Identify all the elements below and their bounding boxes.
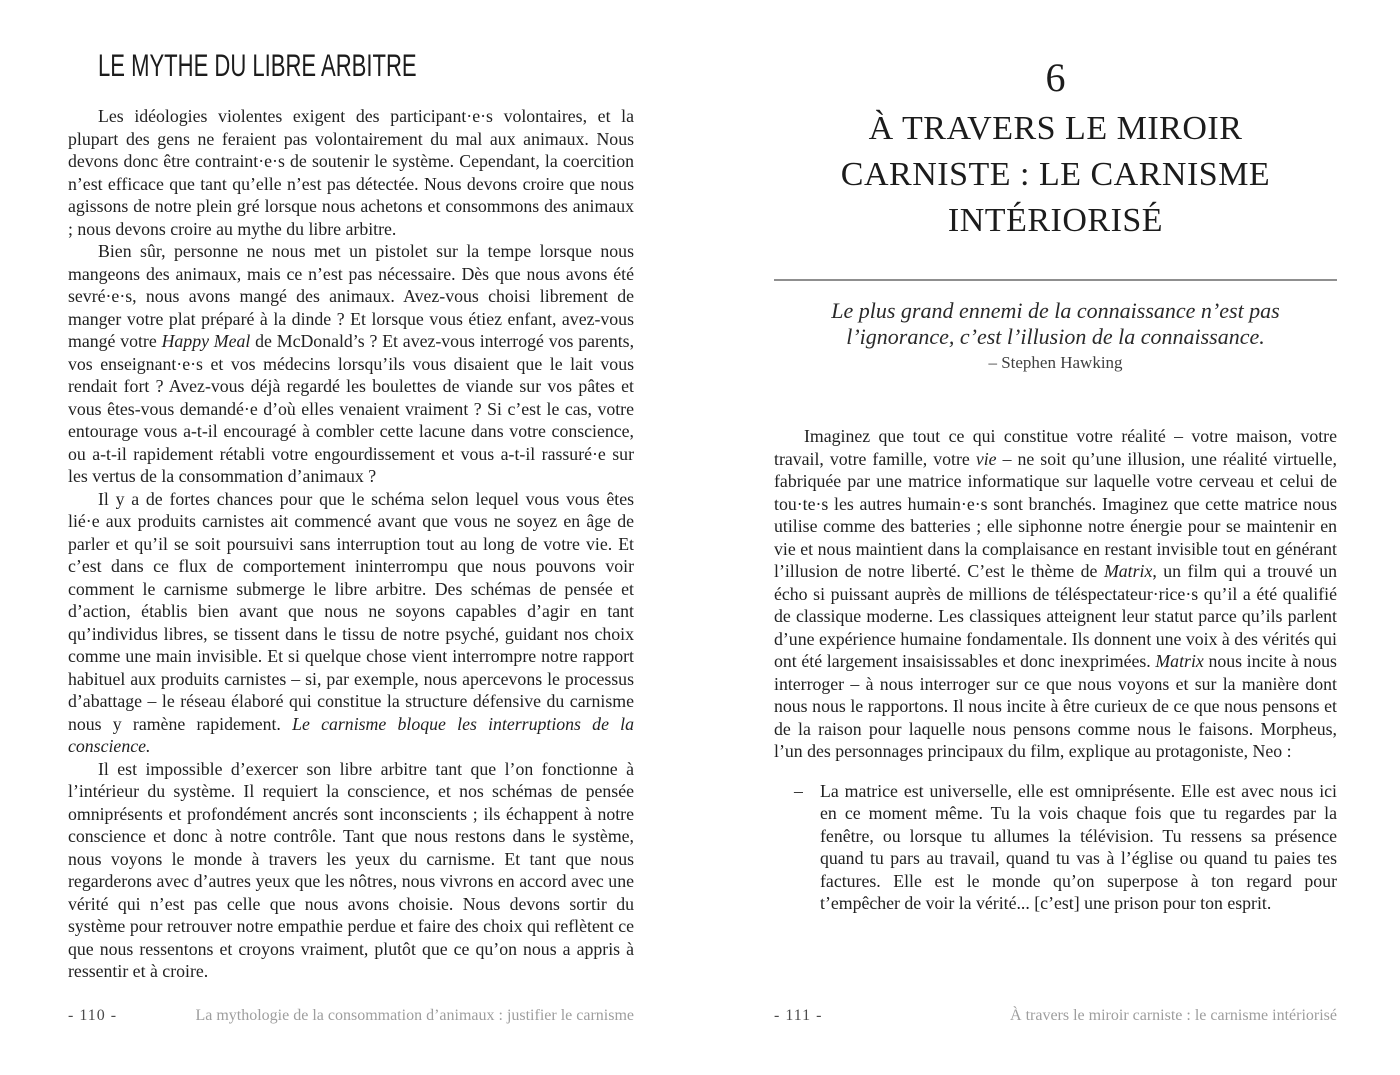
chapter-number: 6 <box>1045 55 1066 100</box>
page-number-right: - 111 - <box>774 1007 823 1024</box>
left-page-body <box>68 105 634 983</box>
paragraph: Imaginez que tout ce qui constitue votre réalité – votre maison, votre travail, votre famille, votre vie – ne soit qu’une illusion, une réalité virtuelle, fabriquée par une matrice informatique sur laquelle votre cerveau et celui de tou·te·s les autres humain·e·s sont branchés. Imaginez que cette matrice nous utilise comme des batteries ; elle siphonne notre énergie pour se maintenir en vie et nous maintient dans la complaisance en restant invisible tout en générant l’illusion de notre liberté. C’est le thème de Matrix, un film qui a trouvé un écho si puissant auprès de millions de téléspectateur·rice·s qu’il a été qualifié de classique moderne. Les classiques atteignent leur statut parce qu’ils parlent d’une expérience humaine fondamentale. Ils donnent une voix à des vérités qui ont été largement insaisissables et donc inexprimées. Matrix nous incite à nous interroger – à nous interroger sur ce que nous voyons et sur la manière dont nous nous le rapportons. Il nous incite à être curieux de ce que nous pensons et de la raison pour laquelle nous pensons comme nous le faisons. Morpheus, l’un des personnages principaux du film, explique au protagoniste, Neo : <box>774 426 1338 761</box>
paragraph: Il y a de fortes chances pour que le schéma selon lequel vous vous êtes lié·e aux produits carnistes ait commencé avant que vous ne soyez en âge de parler et qu’il se soit poursuivi sans interruption tout au long de votre vie. Et c’est dans ce flux de comportement ininterrompu que nous pouvons voir comment le carnisme submerge le libre arbitre. Des schémas de pensée et d’action, établis bien avant que nous ne soyons capables d’agir en tant qu’individus libres, se tissent dans le tissu de notre psyché, guidant nos choix comme une main invisible. Et si quelque chose vient interrompre notre rapport habituel aux produits carnistes – si, par exemple, nous apercevons le processus d’abattage – le réseau élaboré qui constitue la structure défensive du carnisme nous y ramène rapidement. Le carnisme bloque les interruptions de la conscience. <box>68 488 635 756</box>
right-page-body <box>774 425 1337 763</box>
running-title-left: La mythologie de la consommation d’animaux : justifier le carnisme <box>195 1007 634 1024</box>
epigraph-rule <box>774 279 1337 281</box>
right-page-footer <box>774 1006 1337 1026</box>
paragraph: Bien sûr, personne ne nous met un pistolet sur la tempe lorsque nous mangeons des animaux, mais ce n’est pas nécessaire. Dès que nous avons été sevré·e·s, nous avons mangé des animaux. Avez-vous choisi librement de manger votre plat préparé à la dinde ? Et lorsque vous étiez enfant, avez-vous mangé votre Happy Meal de McDonald’s ? Et avez-vous interrogé vos parents, vos enseignant·e·s et vos médecins lorsqu’ils vous disaient que le lait vous rendait fort ? Avez-vous déjà regardé les boulettes de viande sur vos pâtes et vous êtes-vous demandé·e d’où elles venaient vraiment ? Si c’est le cas, votre entourage vous a-t-il encouragé à combler cette lacune dans votre conscience, ou a-t-il rapidement rétabli votre engourdissement et vous a-t-il rassuré·e sur les vertus de la consommation d’animaux ? <box>68 241 635 486</box>
block-quote <box>774 780 1337 915</box>
page-number-left: - 110 - <box>68 1007 118 1024</box>
epigraph-attribution: – Stephen Hawking <box>988 353 1123 372</box>
chapter-title: À TRAVERS LE MIROIR CARNISTE : LE CARNISME INTÉRIORISÉ <box>840 110 1271 239</box>
paragraph: Il est impossible d’exercer son libre arbitre tant que l’on fonctionne à l’intérieur du système. Il requiert la conscience, et nos schémas de pensée omniprésents et profondément ancrés sont inconscients ; ils échappent à notre conscience et donc à notre contrôle. Tant que nous restons dans le système, nous voyons le monde à travers les yeux du carnisme. Et tant que nous regarderons avec d’autres yeux que les nôtres, nous vivrons en accord avec une vérité qui n’est pas celle que nous avons choisie. Nous devons sortir du système pour retrouver notre empathie perdue et faire des choix qui reflètent ce que nous ressentons et croyons vraiment, plutôt que ce qu’on nous a appris à ressentir et à croire. <box>68 758 634 981</box>
page-left <box>68 0 634 983</box>
block-quote-text: La matrice est universelle, elle est omniprésente. Elle est avec nous ici en ce moment même. Tu la vois chaque fois que tu regardes par la fenêtre, ou lorsque tu allumes la télévision. Tu ressens sa présence quand tu pars au travail, quand tu vas à l’église ou quand tu paies tes factures. Elle est le monde qu’on superpose à ton regard pour t’empêcher de voir la vérité... [c’est] une prison pour ton esprit. <box>820 780 1337 913</box>
block-quote-dash: – <box>794 780 803 801</box>
running-title-right: À travers le miroir carniste : le carnisme intériorisé <box>1010 1007 1337 1024</box>
paragraph: Les idéologies violentes exigent des participant·e·s volontaires, et la plupart des gens ne feraient pas volontairement du mal aux animaux. Nous devons donc être contraint·e·s de soutenir le système. Cependant, la coercition n’est efficace que tant qu’elle n’est pas détectée. Nous devons croire que nous agissons de notre plein gré lorsque nous achetons et consommons des animaux ; nous devons croire au mythe du libre arbitre. <box>68 106 634 239</box>
page-right <box>774 0 1337 915</box>
left-page-footer <box>68 1006 634 1026</box>
section-heading-text: LE MYTHE DU LIBRE ARBITRE <box>98 47 417 83</box>
section-heading <box>98 47 634 83</box>
epigraph-quote: Le plus grand ennemi de la connaissance n’est pas l’ignorance, c’est l’illusion de la connaissance. <box>831 298 1280 349</box>
